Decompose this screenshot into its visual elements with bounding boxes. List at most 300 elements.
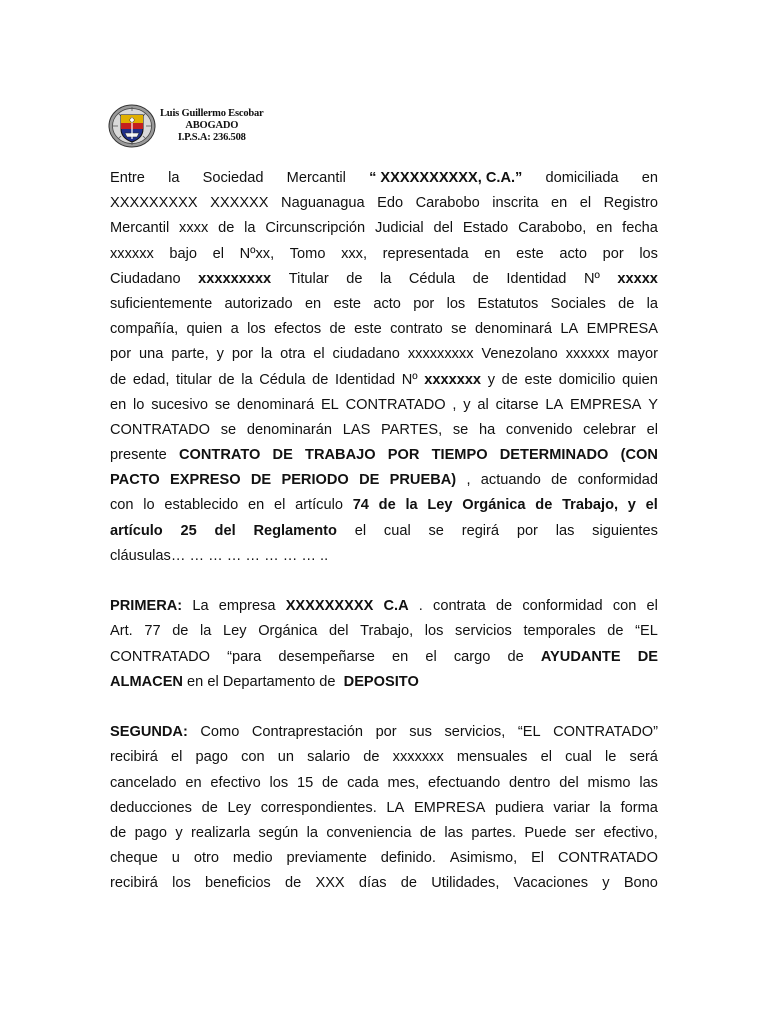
- word: Carabobo,: [518, 220, 587, 237]
- text-line: [110, 292, 658, 317]
- word: de: [507, 648, 524, 665]
- word: Utilidades,: [431, 875, 500, 892]
- text-line: [110, 493, 658, 518]
- word: la: [306, 824, 318, 841]
- word: pago: [195, 749, 228, 766]
- word: beneficios: [205, 875, 271, 892]
- word: SEGUNDA:: [110, 724, 188, 741]
- word: (CON: [620, 447, 658, 464]
- word: recibirá: [110, 875, 158, 892]
- word: Asimismo,: [449, 850, 518, 867]
- word: se: [214, 396, 231, 413]
- word: de: [472, 270, 489, 287]
- word: EMPRESA: [413, 799, 486, 816]
- word: de: [535, 497, 553, 514]
- word: Orgánica: [462, 497, 526, 514]
- word: cada: [347, 774, 379, 791]
- word: “EL: [517, 724, 541, 741]
- word: EMPRESA: [586, 321, 658, 338]
- word: Departamento: [222, 673, 320, 690]
- text-line: [110, 267, 658, 292]
- word: se: [220, 421, 237, 438]
- word: este: [516, 245, 544, 262]
- word: conformidad: [522, 598, 603, 615]
- word: .: [418, 598, 423, 615]
- word: siguientes: [592, 522, 658, 539]
- paragraph-gap: [110, 569, 658, 594]
- word: de: [319, 673, 340, 690]
- word: la: [405, 497, 418, 514]
- word: y: [463, 396, 471, 413]
- word: de: [110, 824, 127, 841]
- word: el: [579, 195, 592, 212]
- word: los: [639, 245, 658, 262]
- word: EXPRESO: [170, 472, 241, 489]
- word: el: [646, 421, 658, 438]
- word: CONTRATADO: [345, 396, 446, 413]
- word: C.A: [383, 598, 409, 615]
- word: empresa: [218, 598, 276, 615]
- word: Nºxx,: [239, 245, 275, 262]
- word: cláusulas… … … … … … … … ..: [110, 547, 329, 564]
- word: Titular: [288, 270, 329, 287]
- word: del: [214, 522, 236, 539]
- word: Orgánica: [258, 623, 318, 640]
- word: los: [269, 774, 289, 791]
- lawyer-name: Luis Guillermo Escobar: [160, 108, 264, 119]
- word: artículo: [110, 522, 163, 539]
- word: en: [551, 195, 568, 212]
- word: medio: [232, 850, 273, 867]
- word: “ XXXXXXXXXX, C.A.”: [369, 170, 523, 186]
- word: xxxx: [179, 220, 209, 237]
- text-line: [110, 796, 658, 821]
- word: la: [646, 295, 658, 312]
- word: Judicial: [374, 220, 424, 237]
- word: Art.: [110, 623, 133, 640]
- word: regirá: [461, 522, 500, 539]
- word: con: [241, 749, 265, 766]
- word: DE: [359, 472, 380, 489]
- word: LAS: [342, 421, 371, 438]
- word: en: [185, 774, 202, 791]
- word: por: [375, 724, 397, 741]
- word: los: [424, 623, 444, 640]
- word: xxxxxx: [110, 245, 154, 262]
- word: la: [168, 170, 180, 186]
- word: le: [605, 749, 617, 766]
- word: xxxxxx: [565, 346, 610, 363]
- word: PARTES,: [381, 421, 443, 438]
- word: DEPOSITO: [339, 673, 419, 690]
- word: de: [501, 371, 518, 388]
- word: definido.: [380, 850, 436, 867]
- word: DE: [272, 447, 293, 464]
- word: de: [618, 295, 635, 312]
- word: variar: [553, 799, 590, 816]
- law-seal-icon: [108, 103, 156, 149]
- word: previamente: [286, 850, 367, 867]
- text-line: [110, 393, 658, 418]
- word: LA: [560, 321, 579, 338]
- word: Ley: [427, 497, 453, 514]
- word: XXXXXX: [210, 195, 269, 212]
- word: de: [110, 371, 127, 388]
- word: días: [358, 875, 387, 892]
- word: de: [218, 220, 235, 237]
- word: en: [392, 648, 409, 665]
- word: citarse: [495, 396, 539, 413]
- word: denominarán: [246, 421, 333, 438]
- word: mayor: [617, 346, 658, 363]
- word: PRUEBA): [389, 472, 457, 489]
- word: celebrar: [583, 421, 636, 438]
- word: de: [363, 749, 380, 766]
- text-line: [110, 771, 658, 796]
- letterhead-text: [160, 108, 264, 144]
- word: Edo: [377, 195, 404, 212]
- word: el: [425, 648, 437, 665]
- word: de: [346, 270, 363, 287]
- word: quien: [622, 371, 658, 388]
- word: correspondientes.: [260, 799, 377, 816]
- word: salario: [307, 749, 351, 766]
- word: el: [313, 346, 325, 363]
- word: ,: [452, 396, 457, 413]
- word: 15: [296, 774, 314, 791]
- word: temporales: [523, 623, 596, 640]
- word: u: [171, 850, 180, 867]
- word: Cédula: [259, 371, 306, 388]
- word: de: [495, 598, 513, 615]
- text-line: [110, 619, 658, 644]
- word: y: [216, 346, 224, 363]
- word: de: [312, 371, 329, 388]
- word: Ciudadano: [110, 270, 181, 287]
- word: las: [639, 774, 658, 791]
- word: compañía,: [110, 321, 179, 338]
- word: servicios,: [444, 724, 506, 741]
- letterhead: [108, 103, 264, 149]
- word: en: [641, 170, 658, 186]
- word: Registro: [603, 195, 658, 212]
- word: PACTO: [110, 472, 160, 489]
- word: pudiera: [495, 799, 544, 816]
- word: efectuando: [427, 774, 501, 791]
- word: las: [444, 824, 464, 841]
- word: parte,: [171, 346, 209, 363]
- word: cargo: [453, 648, 491, 665]
- word: Naguanagua: [281, 195, 365, 212]
- word: conveniencia: [326, 824, 412, 841]
- word: Entre: [110, 170, 145, 186]
- word: efectivo: [210, 774, 261, 791]
- word: CONTRATADO: [110, 421, 210, 438]
- word: ,: [466, 472, 471, 489]
- word: establecido: [164, 497, 239, 514]
- word: DE: [250, 472, 272, 489]
- text-line: [110, 342, 658, 367]
- word: representada: [382, 245, 469, 262]
- word: de: [172, 623, 189, 640]
- word: otra: [280, 346, 306, 363]
- word: ser: [574, 824, 596, 841]
- word: recibirá: [110, 749, 158, 766]
- word: de: [329, 321, 346, 338]
- word: 77: [144, 623, 161, 640]
- word: Mercantil: [286, 170, 346, 186]
- word: del: [329, 623, 349, 640]
- word: efectivo,: [603, 824, 658, 841]
- word: Como: [200, 724, 240, 741]
- word: se: [428, 522, 444, 539]
- word: “EL: [635, 623, 658, 640]
- text-line: [110, 216, 658, 241]
- text-line: [110, 368, 658, 393]
- word: por: [110, 346, 132, 363]
- word: Mercantil: [110, 220, 170, 237]
- word: los: [247, 321, 266, 338]
- word: Vacaciones: [513, 875, 589, 892]
- word: bajo: [169, 245, 197, 262]
- word: por: [602, 245, 624, 262]
- word: XXXXXXXXX: [285, 598, 374, 615]
- word: PRIMERA:: [110, 598, 183, 615]
- word: de: [400, 875, 417, 892]
- word: cheque: [110, 850, 158, 867]
- word: los: [446, 295, 466, 312]
- word: y: [487, 371, 495, 388]
- word: mensuales: [456, 749, 528, 766]
- word: fecha: [622, 220, 658, 237]
- contract-body: [110, 166, 658, 896]
- word: según: [258, 824, 299, 841]
- word: ha: [478, 421, 496, 438]
- word: inscrita: [492, 195, 539, 212]
- word: artículo: [295, 497, 343, 514]
- text-line: [110, 242, 658, 267]
- word: por: [516, 522, 538, 539]
- word: XXX: [315, 875, 345, 892]
- word: EL: [320, 396, 339, 413]
- word: el: [207, 673, 223, 690]
- word: DE: [637, 648, 658, 665]
- word: y: [602, 875, 610, 892]
- word: contrato: [390, 321, 443, 338]
- word: de: [284, 875, 302, 892]
- word: en: [110, 396, 127, 413]
- word: Identidad: [335, 371, 396, 388]
- word: denominará: [474, 321, 553, 338]
- word: los: [172, 875, 191, 892]
- text-line: [110, 418, 658, 443]
- word: dentro: [509, 774, 551, 791]
- word: lo: [143, 497, 155, 514]
- word: y: [175, 824, 183, 841]
- word: Circunscripción: [265, 220, 366, 237]
- word: de: [419, 824, 437, 841]
- word: cual: [565, 749, 592, 766]
- word: suficientemente: [110, 295, 213, 312]
- word: CONTRATADO”: [553, 724, 658, 741]
- word: xxx,: [341, 245, 368, 262]
- word: el: [645, 497, 658, 514]
- text-line: [110, 720, 658, 745]
- text-line: [110, 871, 658, 896]
- word: Ley: [227, 799, 252, 816]
- paragraph-gap: [110, 695, 658, 720]
- word: LA: [545, 396, 564, 413]
- word: presente: [110, 447, 167, 464]
- word: Ley: [223, 623, 247, 640]
- word: CONTRATADO: [110, 648, 210, 665]
- word: TRABAJO: [305, 447, 376, 464]
- word: AYUDANTE: [540, 648, 621, 665]
- word: Estatutos: [477, 295, 539, 312]
- word: de: [322, 774, 339, 791]
- word: Reglamento: [253, 522, 337, 539]
- word: otro: [193, 850, 219, 867]
- paragraph-primera: [110, 594, 658, 695]
- word: autorizado: [224, 295, 293, 312]
- word: 25: [180, 522, 197, 539]
- word: xxxxxxx: [392, 749, 444, 766]
- word: actuando: [480, 472, 541, 489]
- word: mismo: [587, 774, 631, 791]
- word: la: [379, 270, 392, 287]
- word: Y: [648, 396, 658, 413]
- word: a: [230, 321, 239, 338]
- word: en: [484, 245, 501, 262]
- word: en: [247, 497, 265, 514]
- word: Contraprestación: [251, 724, 364, 741]
- word: El: [531, 850, 545, 867]
- text-line: [110, 846, 658, 871]
- word: la: [599, 799, 611, 816]
- word: en: [304, 295, 322, 312]
- word: el: [646, 598, 658, 615]
- word: sucesivo: [151, 396, 208, 413]
- word: Nº: [583, 270, 600, 287]
- word: por: [231, 346, 253, 363]
- word: lo: [133, 396, 145, 413]
- word: Estado: [462, 220, 509, 237]
- word: en: [187, 673, 208, 690]
- text-line: [110, 443, 658, 468]
- word: de: [551, 472, 568, 489]
- paragraph-segunda: [110, 720, 658, 896]
- word: en: [596, 220, 613, 237]
- word: será: [629, 749, 658, 766]
- text-line: [110, 519, 658, 544]
- word: ciudadano: [332, 346, 400, 363]
- word: Carabobo: [415, 195, 480, 212]
- word: cual: [383, 522, 411, 539]
- word: Identidad: [506, 270, 567, 287]
- text-line: [110, 544, 658, 569]
- text-line: [110, 670, 658, 695]
- text-line: [110, 594, 658, 619]
- word: el: [354, 522, 367, 539]
- lawyer-title: ABOGADO: [185, 120, 239, 131]
- word: este: [333, 295, 362, 312]
- word: sus: [409, 724, 432, 741]
- word: domicilio: [558, 371, 616, 388]
- word: acto: [559, 245, 587, 262]
- text-line: [110, 191, 658, 216]
- word: Tomo: [289, 245, 326, 262]
- word: partes.: [471, 824, 517, 841]
- word: las: [555, 522, 575, 539]
- word: DETERMINADO: [499, 447, 609, 464]
- word: edad,: [132, 371, 170, 388]
- word: el: [540, 749, 552, 766]
- word: Bono: [623, 875, 658, 892]
- word: con: [612, 598, 637, 615]
- word: la: [200, 623, 212, 640]
- word: efectos: [274, 321, 322, 338]
- word: 74: [352, 497, 369, 514]
- word: la: [241, 371, 253, 388]
- word: XXXXXXXXX: [110, 195, 198, 212]
- word: TIEMPO: [431, 447, 488, 464]
- text-line: [110, 645, 658, 670]
- word: Venezolano: [481, 346, 558, 363]
- word: POR: [387, 447, 420, 464]
- word: cancelado: [110, 774, 177, 791]
- word: Puede: [524, 824, 567, 841]
- word: una: [139, 346, 164, 363]
- word: desempeñarse: [278, 648, 375, 665]
- word: este: [524, 371, 553, 388]
- text-line: [110, 821, 658, 846]
- word: la: [244, 220, 256, 237]
- word: conformidad: [577, 472, 658, 489]
- word: LA: [386, 799, 405, 816]
- word: xxxxxxxxx: [407, 346, 474, 363]
- word: realizarla: [190, 824, 251, 841]
- word: de: [378, 497, 396, 514]
- word: el: [273, 497, 286, 514]
- word: mes,: [387, 774, 420, 791]
- word: contrata: [433, 598, 486, 615]
- word: forma: [620, 799, 658, 816]
- word: se: [451, 321, 467, 338]
- word: Nº: [401, 371, 418, 388]
- word: de: [201, 799, 218, 816]
- paragraph-preamble: [110, 166, 658, 569]
- word: y: [627, 497, 636, 514]
- word: EMPRESA: [570, 396, 642, 413]
- word: deducciones: [110, 799, 192, 816]
- word: de: [607, 623, 624, 640]
- word: denominará: [237, 396, 315, 413]
- word: acto: [373, 295, 401, 312]
- word: PERIODO: [281, 472, 349, 489]
- word: domiciliada: [545, 170, 619, 186]
- word: por: [413, 295, 435, 312]
- word: un: [277, 749, 295, 766]
- word: pago: [134, 824, 168, 841]
- word: convenido: [505, 421, 573, 438]
- text-line: [110, 166, 658, 191]
- text-line: [110, 745, 658, 770]
- word: La: [192, 598, 209, 615]
- lawyer-registration: I.P.S.A: 236.508: [177, 132, 246, 143]
- word: Trabajo,: [562, 497, 619, 514]
- word: xxxxx: [617, 270, 658, 287]
- text-line: [110, 317, 658, 342]
